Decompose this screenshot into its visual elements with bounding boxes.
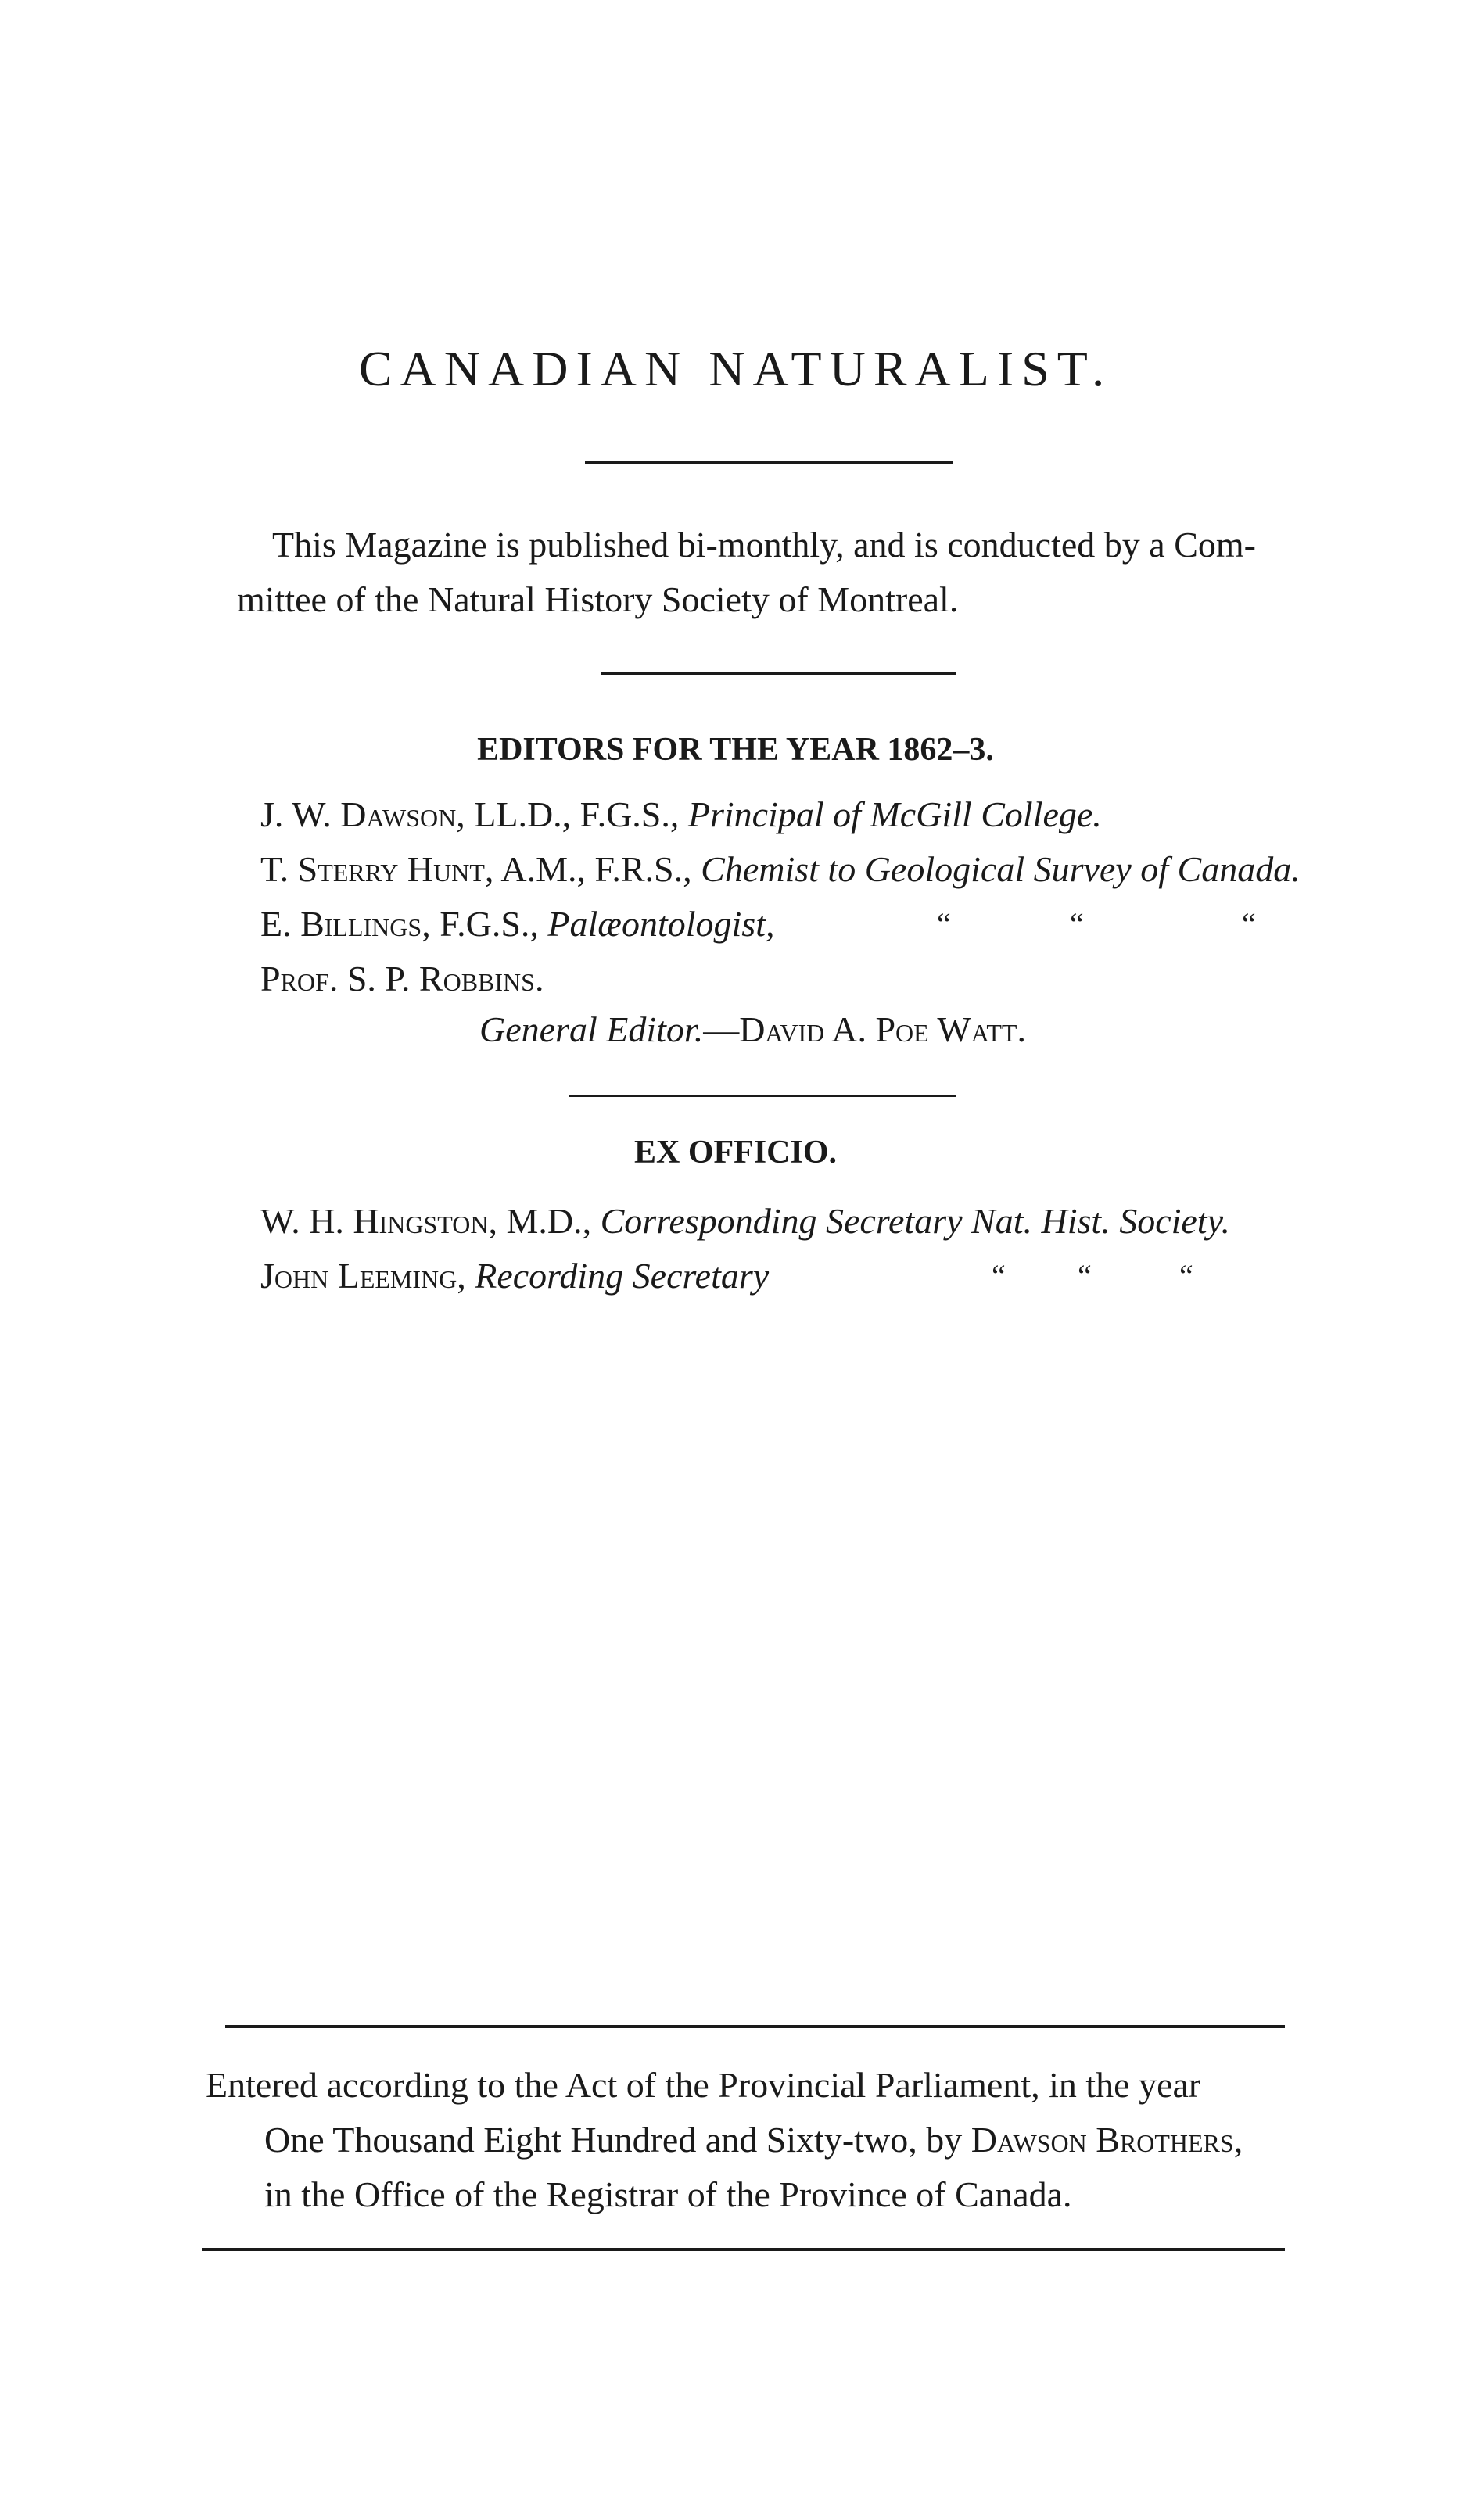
editor-name: Prof. S. P. Robbins (260, 959, 535, 998)
copyright-top-rule (225, 2025, 1285, 2028)
copyright-line-1: Entered according to the Act of the Provincial Parliament, in the year (206, 2065, 1201, 2105)
ex-officio-name: John Leeming (260, 1256, 457, 1296)
ditto-mark: “ (1242, 906, 1256, 941)
general-editor-dash: — (703, 1009, 740, 1049)
editor-role: Palæontologist, (547, 904, 775, 944)
editor-name: E. Billings (260, 904, 422, 944)
general-editor-label: General Editor. (479, 1009, 704, 1049)
editor-credentials: . (534, 959, 544, 998)
editors-heading: EDITORS FOR THE YEAR 1862–3. (477, 732, 994, 768)
editor-entry (260, 794, 1102, 835)
ex-officio-credentials: , M.D., (488, 1201, 601, 1241)
editor-role: Chemist to Geological Survey of Canada. (701, 849, 1301, 889)
copyright-line-3: in the Office of the Registrar of the Province of Canada. (264, 2174, 1072, 2214)
copyright-line-2 (264, 2119, 1243, 2160)
intro-line-1: This Magazine is published bi-monthly, and is conducted by a Com- (272, 525, 1256, 565)
ex-officio-entry (260, 1255, 769, 1296)
intro-line-2: mittee of the Natural History Society of Montreal. (237, 579, 959, 619)
ex-officio-name: W. H. Hingston (260, 1201, 489, 1241)
ditto-mark: “ (1179, 1258, 1193, 1293)
publisher-name: Dawson Brothers (971, 2120, 1234, 2160)
page-title: CANADIAN NATURALIST. (358, 341, 1113, 396)
ditto-mark: “ (992, 1258, 1006, 1293)
editor-entry (260, 903, 775, 945)
copyright-line-2-end: , (1233, 2120, 1243, 2160)
ex-officio-role: Recording Secretary (475, 1256, 770, 1296)
ditto-mark: “ (1070, 906, 1084, 941)
divider-2 (601, 672, 956, 675)
editor-credentials: , LL.D., F.G.S., (456, 794, 688, 834)
editor-entry (260, 958, 544, 999)
editor-name: J. W. Dawson (260, 794, 457, 834)
general-editor-line (479, 1009, 1026, 1050)
general-editor-name: David A. Poe Watt (739, 1009, 1017, 1049)
ex-officio-entry (260, 1200, 1230, 1242)
editor-entry (260, 848, 1301, 890)
editor-credentials: , F.G.S., (422, 904, 548, 944)
ditto-mark: “ (937, 906, 951, 941)
divider-1 (585, 461, 953, 464)
editor-name: T. Sterry Hunt (260, 849, 485, 889)
copyright-bottom-rule (202, 2248, 1285, 2251)
ditto-mark: “ (1078, 1258, 1092, 1293)
editor-credentials: , A.M., F.R.S., (484, 849, 701, 889)
copyright-line-2-prefix: One Thousand Eight Hundred and Sixty-two, by (264, 2120, 971, 2160)
ex-officio-credentials: , (457, 1256, 475, 1296)
editor-role: Principal of McGill College. (687, 794, 1102, 834)
divider-3 (569, 1095, 956, 1097)
general-editor-end: . (1017, 1009, 1026, 1049)
ex-officio-heading: EX OFFICIO. (633, 1135, 837, 1170)
ex-officio-role: Corresponding Secretary Nat. Hist. Society. (600, 1201, 1230, 1241)
